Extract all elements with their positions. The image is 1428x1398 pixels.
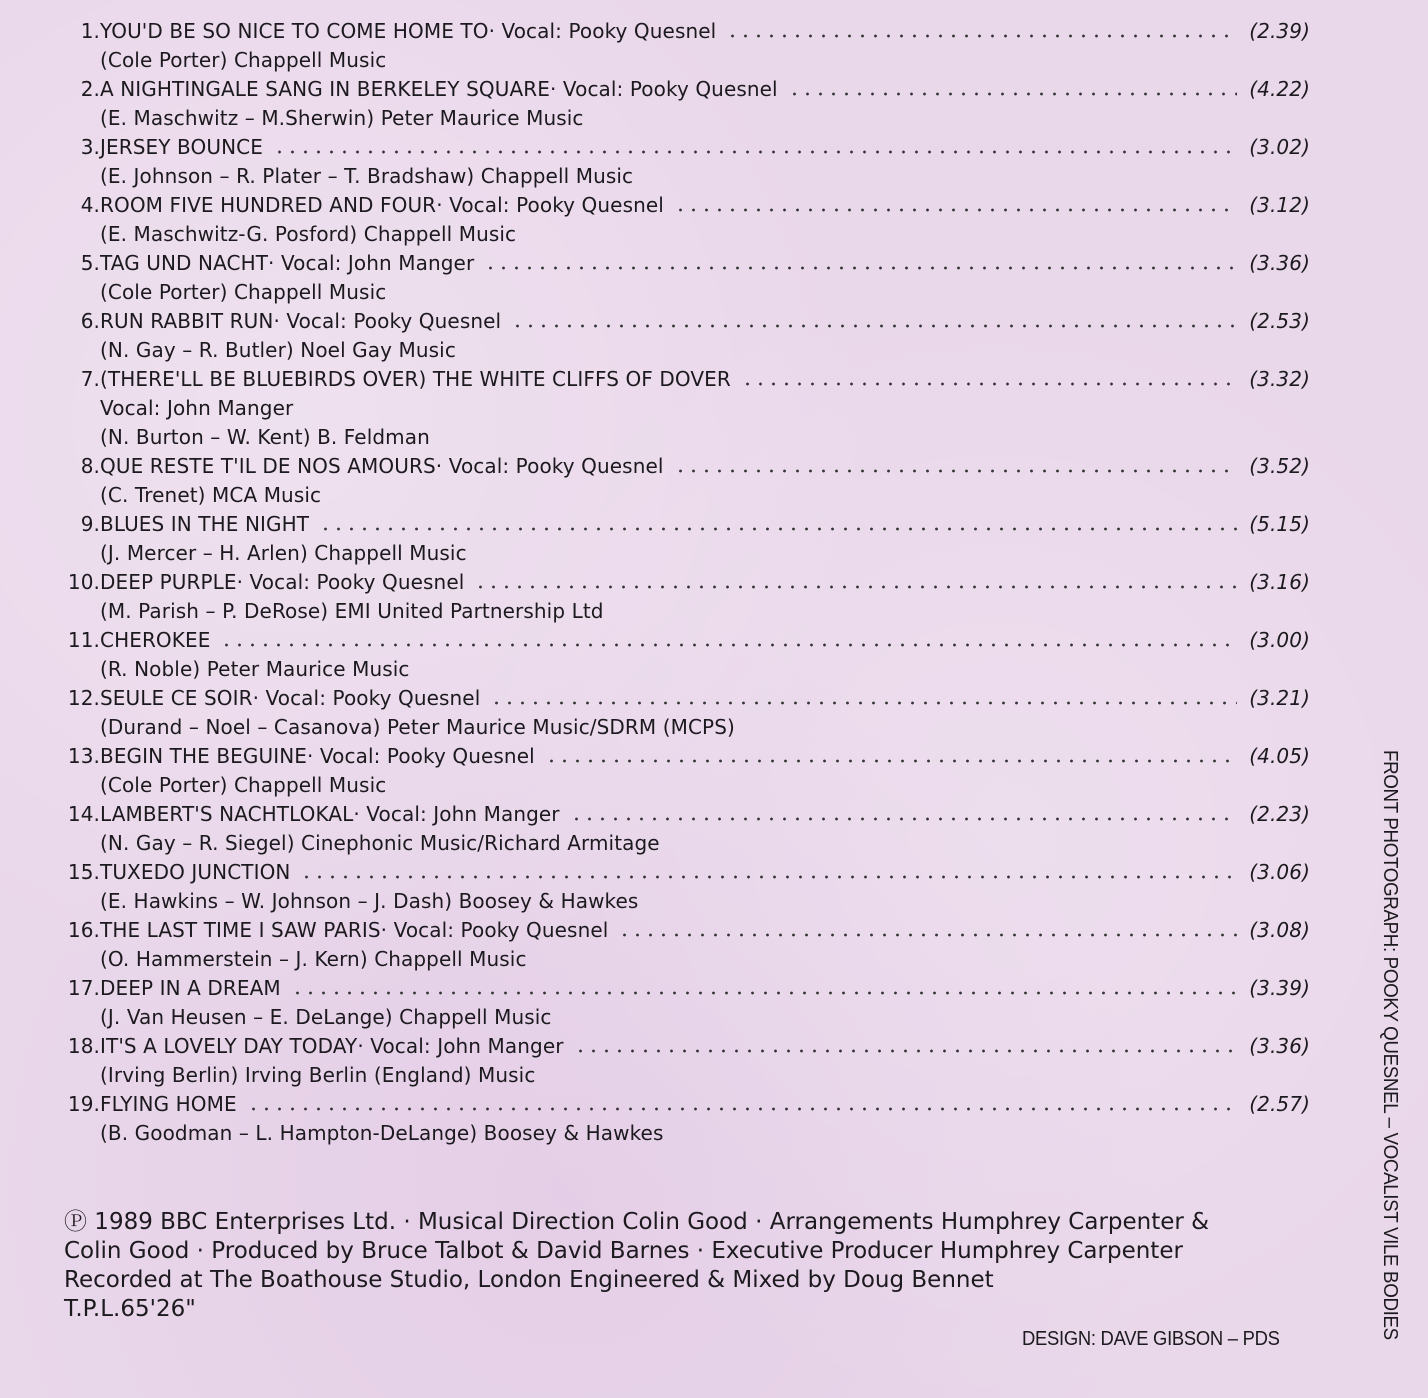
track-title: LAMBERT'S NACHTLOKAL [100,802,354,826]
dot-leader [291,991,1238,995]
track-row [58,626,1310,655]
dot-leader [300,875,1237,879]
track-number: 8. [80,454,100,478]
track-number: 15. [67,860,100,884]
track-number: 17. [67,976,100,1000]
track-title: QUE RESTE T'IL DE NOS AMOURS [100,454,436,478]
track-credit: (Irving Berlin) Irving Berlin (England) Music [100,1063,536,1087]
track-number: 14. [67,802,100,826]
track-credit: (Durand – Noel – Casanova) Peter Maurice Music/SDRM (MCPS) [100,715,735,739]
track-title: (THERE'LL BE BLUEBIRDS OVER) THE WHITE CLIFFS OF DOVER [100,367,731,391]
track-title: TAG UND NACHT [100,251,269,275]
credits-line: Ⓟ 1989 BBC Enterprises Ltd. · Musical Direction Colin Good · Arrangements Humphrey Carpenter & [64,1209,1210,1235]
track-title: DEEP PURPLE [100,570,237,594]
track-vocal: · Vocal: John Manger [268,251,475,275]
track-row [58,191,1310,220]
track-number: 3. [80,135,100,159]
track-row [58,452,1310,481]
dot-leader [788,92,1238,96]
track-credit: (E. Hawkins – W. Johnson – J. Dash) Boosey & Hawkes [100,889,639,913]
track-list [58,17,1310,1148]
track-credit: (R. Noble) Peter Maurice Music [100,657,410,681]
track-number: 1. [80,19,100,43]
track-vocal: · Vocal: Pooky Quesnel [488,19,717,43]
track-duration: (3.06) [1249,860,1310,884]
track-credit: (C. Trenet) MCA Music [100,483,322,507]
track-duration: (3.08) [1249,918,1310,942]
track-vocal: · Vocal: Pooky Quesnel [273,309,502,333]
dot-leader [490,701,1237,705]
track-vocal: · Vocal: Pooky Quesnel [380,918,609,942]
track-duration: (4.22) [1249,77,1310,101]
track-title: ROOM FIVE HUNDRED AND FOUR [100,193,437,217]
track-duration: (3.12) [1249,193,1310,217]
track-title: CHEROKEE [100,628,211,652]
track-number: 9. [80,512,100,536]
total-time: T.P.L.65'26" [64,1296,196,1322]
track-number: 18. [67,1034,100,1058]
track-credit: (O. Hammerstein – J. Kern) Chappell Music [100,947,527,971]
track-duration: (3.52) [1249,454,1310,478]
track-number: 11. [67,628,100,652]
track-number: 4. [80,193,100,217]
dot-leader [511,324,1237,328]
track-row [58,916,1310,945]
track-duration: (2.23) [1249,802,1310,826]
track-row [58,974,1310,1003]
track-duration: (3.32) [1249,367,1310,391]
track-row [58,1090,1310,1119]
track-credit: (E. Maschwitz-G. Posford) Chappell Music [100,222,517,246]
track-row [58,568,1310,597]
track-credit: (Cole Porter) Chappell Music [100,48,387,72]
track-credit: Vocal: John Manger [100,396,294,420]
track-duration: (3.36) [1249,251,1310,275]
track-title: SEULE CE SOIR [100,686,253,710]
dot-leader [618,933,1237,937]
track-vocal: · Vocal: John Manger [357,1034,564,1058]
track-credit: (Cole Porter) Chappell Music [100,280,387,304]
dot-leader [674,469,1238,473]
track-number: 19. [67,1092,100,1116]
track-title: THE LAST TIME I SAW PARIS [100,918,381,942]
track-vocal: · Vocal: Pooky Quesnel [549,77,778,101]
track-title: A NIGHTINGALE SANG IN BERKELEY SQUARE [100,77,550,101]
track-title: BLUES IN THE NIGHT [100,512,310,536]
track-title: DEEP IN A DREAM [100,976,281,1000]
track-duration: (2.53) [1249,309,1310,333]
dot-leader [220,643,1237,647]
track-title: RUN RABBIT RUN [100,309,274,333]
dot-leader [726,34,1237,38]
track-row [58,510,1310,539]
track-row [58,365,1310,394]
dot-leader [741,382,1237,386]
credits-line: Colin Good · Produced by Bruce Talbot & David Barnes · Executive Producer Humphrey Carpenter [64,1238,1183,1264]
design-credit: DESIGN: DAVE GIBSON – PDS [1022,1328,1280,1350]
credits-block [64,1208,1294,1324]
track-duration: (2.57) [1249,1092,1310,1116]
track-number: 10. [67,570,100,594]
track-vocal: · Vocal: Pooky Quesnel [436,193,664,217]
track-duration: (3.21) [1249,686,1310,710]
track-title: TUXEDO JUNCTION [100,860,291,884]
track-credit: (E. Maschwitz – M.Sherwin) Peter Maurice Music [100,106,584,130]
track-duration: (5.15) [1249,512,1310,536]
track-credit: (N. Burton – W. Kent) B. Feldman [100,425,430,449]
dot-leader [674,208,1237,212]
credits-line: Recorded at The Boathouse Studio, London Engineered & Mixed by Doug Bennet [64,1267,994,1293]
dot-leader [570,817,1238,821]
dot-leader [247,1107,1238,1111]
track-credit: (J. Van Heusen – E. DeLange) Chappell Music [100,1005,552,1029]
track-credit: (J. Mercer – H. Arlen) Chappell Music [100,541,467,565]
track-credit: (Cole Porter) Chappell Music [100,773,387,797]
track-number: 2. [80,77,100,101]
track-duration: (3.02) [1249,135,1310,159]
track-duration: (3.16) [1249,570,1310,594]
track-row [58,742,1310,771]
track-row [58,858,1310,887]
track-number: 6. [80,309,100,333]
track-credit: (N. Gay – R. Butler) Noel Gay Music [100,338,456,362]
dot-leader [484,266,1237,270]
dot-leader [273,150,1237,154]
track-title: FLYING HOME [100,1092,237,1116]
track-number: 13. [67,744,100,768]
track-number: 12. [67,686,100,710]
track-duration: (2.39) [1249,19,1310,43]
dot-leader [474,585,1237,589]
track-number: 7. [80,367,100,391]
track-duration: (3.39) [1249,976,1310,1000]
track-credit: (M. Parish – P. DeRose) EMI United Partnership Ltd [100,599,604,623]
track-vocal: · Vocal: Pooky Quesnel [236,570,465,594]
track-row [58,684,1310,713]
track-row [58,800,1310,829]
track-duration: (4.05) [1249,744,1310,768]
track-vocal: · Vocal: Pooky Quesnel [252,686,481,710]
track-vocal: · Vocal: Pooky Quesnel [435,454,664,478]
track-title: YOU'D BE SO NICE TO COME HOME TO [100,19,489,43]
track-duration: (3.36) [1249,1034,1310,1058]
track-row [58,249,1310,278]
track-title: JERSEY BOUNCE [100,135,263,159]
track-row [58,1032,1310,1061]
track-number: 5. [80,251,100,275]
track-credit: (N. Gay – R. Siegel) Cinephonic Music/Richard Armitage [100,831,660,855]
track-vocal: · Vocal: Pooky Quesnel [307,744,535,768]
track-credit: (E. Johnson – R. Plater – T. Bradshaw) Chappell Music [100,164,634,188]
track-number: 16. [67,918,100,942]
track-row [58,75,1310,104]
dot-leader [545,759,1237,763]
track-duration: (3.00) [1249,628,1310,652]
photo-credit-vertical: FRONT PHOTOGRAPH: POOKY QUESNEL – VOCALIST VILE BODIES [1379,750,1401,1340]
track-row [58,17,1310,46]
track-title: IT'S A LOVELY DAY TODAY [100,1034,358,1058]
track-title: BEGIN THE BEGUINE [100,744,308,768]
track-row [58,133,1310,162]
track-row [58,307,1310,336]
track-credit: (B. Goodman – L. Hampton-DeLange) Boosey & Hawkes [100,1121,664,1145]
dot-leader [319,527,1237,531]
dot-leader [574,1049,1238,1053]
track-vocal: · Vocal: John Manger [353,802,560,826]
